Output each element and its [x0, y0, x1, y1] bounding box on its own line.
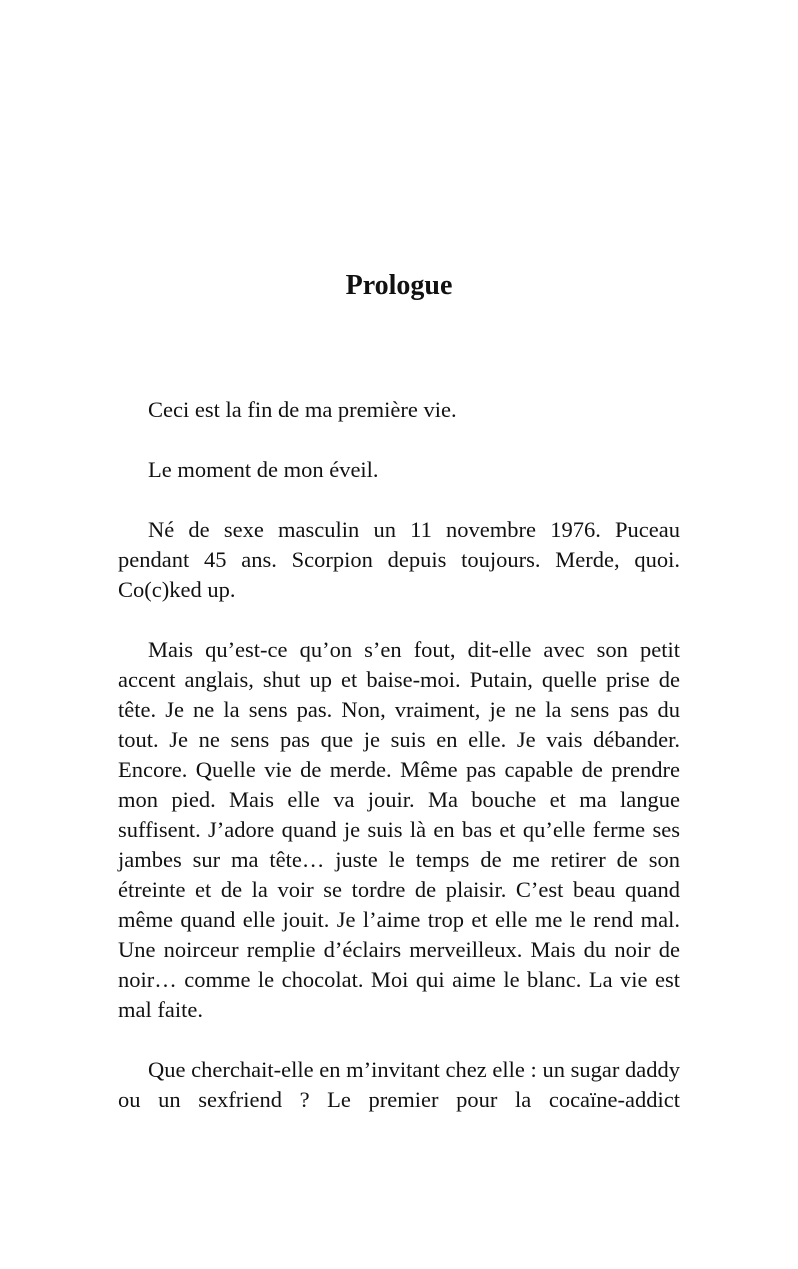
chapter-body	[118, 395, 680, 1145]
paragraph-5: Que cherchait-elle en m’invitant chez elle : un sugar daddy ou un sexfriend ? Le premier pour la cocaïne-addict	[118, 1057, 680, 1112]
paragraph-4: Mais qu’est-ce qu’on s’en fout, dit-elle avec son petit accent anglais, shut up et baise-moi. Putain, quelle prise de tête. Je ne la sens pas. Non, vraiment, je ne la sens pas du tout. Je ne sens pas que je suis en elle. Je vais débander. Encore. Quelle vie de merde. Même pas capable de prendre mon pied. Mais elle va jouir. Ma bouche et ma langue suffisent. J’adore quand je suis là en bas et qu’elle ferme ses jambes sur ma tête… juste le temps de me retirer de son étreinte et de la voir se tordre de plaisir. C’est beau quand même quand elle jouit. Je l’aime trop et elle me le rend mal. Une noirceur remplie d’éclairs merveilleux. Mais du noir de noir… comme le chocolat. Moi qui aime le blanc. La vie est mal faite.	[118, 637, 680, 1022]
paragraph-2: Le moment de mon éveil.	[148, 457, 379, 482]
paragraph-1: Ceci est la fin de ma première vie.	[148, 397, 457, 422]
paragraph-3: Né de sexe masculin un 11 novembre 1976. Puceau pendant 45 ans. Scorpion depuis toujours. Merde, quoi. Co(c)ked up.	[118, 517, 680, 602]
chapter-title: Prologue	[345, 270, 453, 301]
